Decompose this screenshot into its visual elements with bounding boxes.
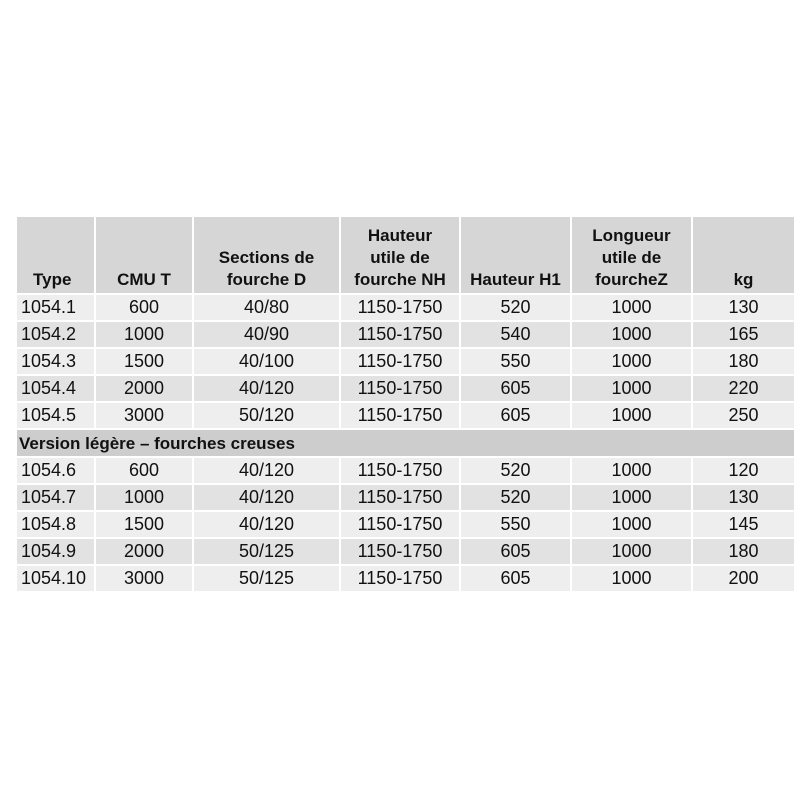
cell-cmu: 1500: [96, 349, 192, 374]
cell-longueur: 1000: [572, 485, 691, 510]
cell-longueur: 1000: [572, 322, 691, 347]
cell-hauteur-utile: 1150-1750: [341, 349, 459, 374]
header-type: Type: [17, 217, 94, 293]
cell-hauteur-h1: 605: [461, 566, 570, 591]
table-row: [17, 403, 794, 428]
cell-kg: 250: [693, 403, 794, 428]
cell-hauteur-h1: 550: [461, 349, 570, 374]
cell-kg: 180: [693, 539, 794, 564]
cell-cmu: 3000: [96, 403, 192, 428]
cell-type: 1054.5: [17, 403, 94, 428]
cell-hauteur-utile: 1150-1750: [341, 458, 459, 483]
cell-longueur: 1000: [572, 376, 691, 401]
header-longueur-line: Longueur: [592, 226, 671, 245]
cell-hauteur-h1: 520: [461, 295, 570, 320]
cell-type: 1054.3: [17, 349, 94, 374]
cell-cmu: 600: [96, 458, 192, 483]
table-row: [17, 349, 794, 374]
cell-kg: 180: [693, 349, 794, 374]
cell-cmu: 2000: [96, 539, 192, 564]
cell-hauteur-h1: 520: [461, 485, 570, 510]
cell-type: 1054.6: [17, 458, 94, 483]
header-hauteur-utile-line: utile de: [370, 248, 430, 267]
header-hauteur-utile: [341, 217, 459, 293]
cell-cmu: 1500: [96, 512, 192, 537]
cell-sections: 40/120: [194, 458, 339, 483]
header-sections-line: Sections de: [218, 248, 315, 267]
section-label: Version légère – fourches creuses: [17, 430, 794, 456]
cell-longueur: 1000: [572, 349, 691, 374]
cell-type: 1054.4: [17, 376, 94, 401]
cell-longueur: 1000: [572, 458, 691, 483]
header-sections-line: fourche D: [226, 270, 307, 289]
cell-hauteur-h1: 540: [461, 322, 570, 347]
cell-hauteur-h1: 605: [461, 403, 570, 428]
cell-sections: 40/120: [194, 485, 339, 510]
cell-cmu: 600: [96, 295, 192, 320]
header-hauteur-utile-line: Hauteur: [367, 226, 433, 245]
cell-hauteur-utile: 1150-1750: [341, 322, 459, 347]
cell-longueur: 1000: [572, 295, 691, 320]
cell-cmu: 1000: [96, 485, 192, 510]
spec-table: [15, 215, 796, 593]
cell-cmu: 3000: [96, 566, 192, 591]
table-row: [17, 376, 794, 401]
cell-longueur: 1000: [572, 566, 691, 591]
cell-hauteur-h1: 605: [461, 539, 570, 564]
header-hauteur-h1: Hauteur H1: [461, 217, 570, 293]
cell-cmu: 2000: [96, 376, 192, 401]
cell-type: 1054.2: [17, 322, 94, 347]
cell-kg: 145: [693, 512, 794, 537]
cell-hauteur-utile: 1150-1750: [341, 566, 459, 591]
section-row: [17, 430, 794, 456]
cell-sections: 40/80: [194, 295, 339, 320]
table-row: [17, 295, 794, 320]
cell-sections: 40/120: [194, 512, 339, 537]
table-body-section: [17, 430, 794, 456]
header-cmu: CMU T: [96, 217, 192, 293]
header-row: [17, 217, 794, 293]
cell-hauteur-utile: 1150-1750: [341, 539, 459, 564]
table-row: [17, 539, 794, 564]
cell-hauteur-h1: 520: [461, 458, 570, 483]
cell-type: 1054.10: [17, 566, 94, 591]
cell-hauteur-h1: 605: [461, 376, 570, 401]
header-longueur-line: utile de: [601, 248, 662, 267]
header-longueur: [572, 217, 691, 293]
cell-type: 1054.1: [17, 295, 94, 320]
cell-hauteur-utile: 1150-1750: [341, 295, 459, 320]
table-row: [17, 458, 794, 483]
spec-table-container: [17, 217, 782, 591]
cell-longueur: 1000: [572, 403, 691, 428]
cell-hauteur-h1: 550: [461, 512, 570, 537]
cell-hauteur-utile: 1150-1750: [341, 512, 459, 537]
cell-kg: 220: [693, 376, 794, 401]
cell-kg: 130: [693, 485, 794, 510]
cell-hauteur-utile: 1150-1750: [341, 485, 459, 510]
table-body-light: [17, 458, 794, 591]
cell-cmu: 1000: [96, 322, 192, 347]
header-sections: [194, 217, 339, 293]
cell-sections: 40/100: [194, 349, 339, 374]
header-hauteur-utile-line: fourche NH: [354, 270, 446, 289]
cell-type: 1054.8: [17, 512, 94, 537]
cell-kg: 130: [693, 295, 794, 320]
cell-sections: 40/90: [194, 322, 339, 347]
cell-hauteur-utile: 1150-1750: [341, 376, 459, 401]
cell-sections: 40/120: [194, 376, 339, 401]
table-row: [17, 322, 794, 347]
cell-sections: 50/125: [194, 539, 339, 564]
cell-kg: 165: [693, 322, 794, 347]
cell-longueur: 1000: [572, 512, 691, 537]
table-body-standard: [17, 295, 794, 428]
cell-kg: 120: [693, 458, 794, 483]
cell-longueur: 1000: [572, 539, 691, 564]
cell-hauteur-utile: 1150-1750: [341, 403, 459, 428]
header-kg: kg: [693, 217, 794, 293]
cell-type: 1054.7: [17, 485, 94, 510]
cell-kg: 200: [693, 566, 794, 591]
cell-sections: 50/125: [194, 566, 339, 591]
table-row: [17, 512, 794, 537]
cell-type: 1054.9: [17, 539, 94, 564]
table-row: [17, 566, 794, 591]
cell-sections: 50/120: [194, 403, 339, 428]
table-row: [17, 485, 794, 510]
header-longueur-line: fourcheZ: [595, 270, 668, 289]
